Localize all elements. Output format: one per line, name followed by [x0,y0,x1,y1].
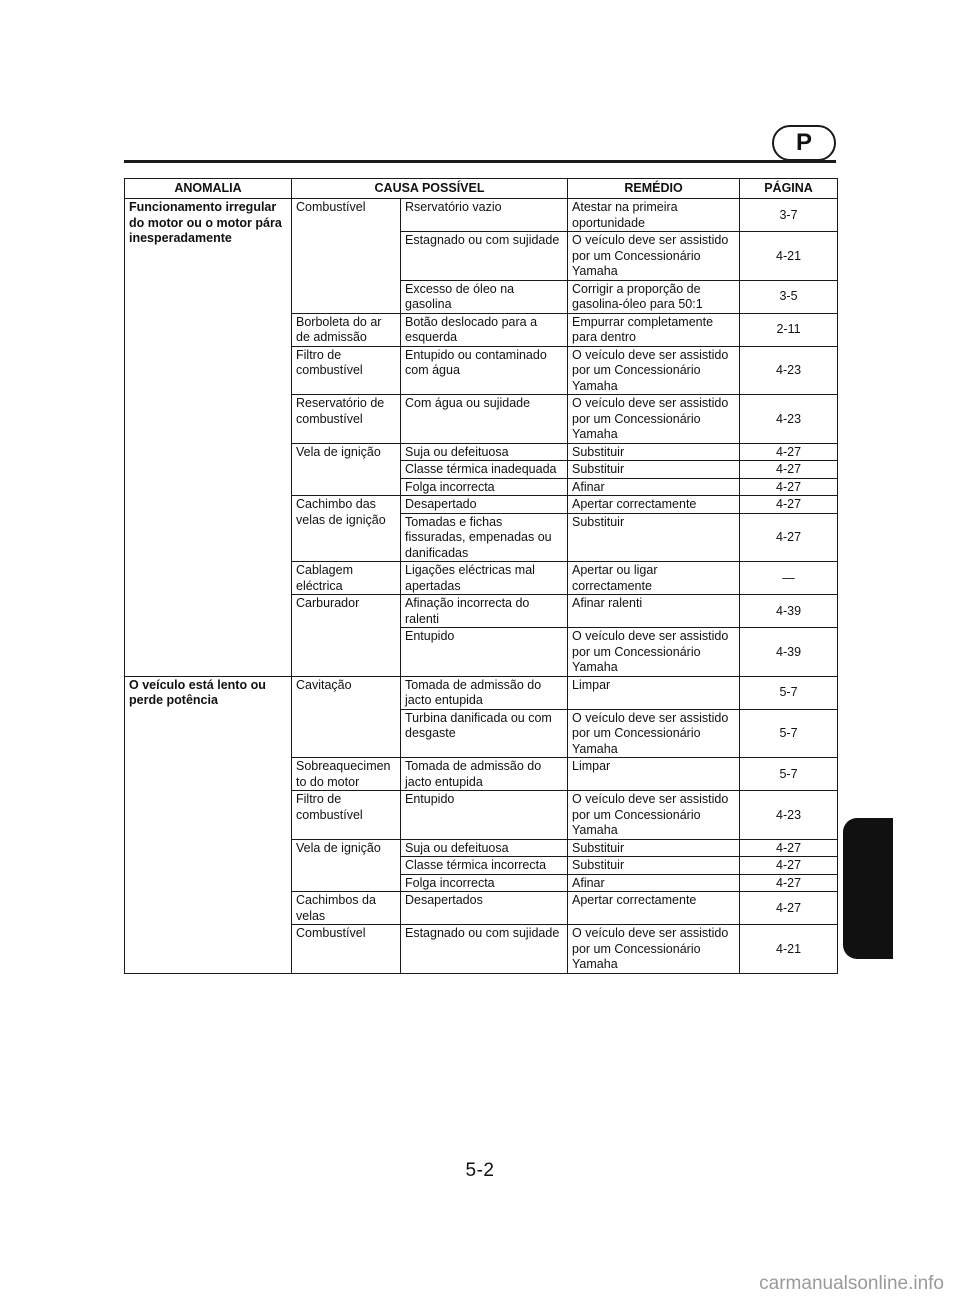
page-ref-cell: 4-27 [740,443,838,461]
header-rule [124,160,836,163]
remedy-cell: Substituir [568,443,740,461]
remedy-cell: Apertar correctamente [568,496,740,514]
cause-detail-cell: Folga incorrecta [401,874,568,892]
page-ref-cell: — [740,562,838,595]
cause-detail-cell: Suja ou defeituosa [401,443,568,461]
remedy-cell: Limpar [568,676,740,709]
cause-component-cell: Cachimbo das velas de ignição [292,496,401,562]
cause-component-cell: Vela de ignição [292,839,401,892]
page-ref-cell: 4-27 [740,461,838,479]
remedy-cell: Apertar ou ligar correctamente [568,562,740,595]
cause-component-cell: Vela de ignição [292,443,401,496]
cause-detail-cell: Excesso de óleo na gasolina [401,280,568,313]
page-ref-cell: 5-7 [740,709,838,758]
page-ref-cell: 4-27 [740,892,838,925]
page-ref-cell: 4-27 [740,478,838,496]
remedy-cell: Apertar correctamente [568,892,740,925]
header-cause: CAUSA POSSÍVEL [292,179,568,199]
cause-component-cell: Sobreaquecimen to do motor [292,758,401,791]
cause-detail-cell: Tomada de admissão do jacto entupida [401,758,568,791]
header-page: PÁGINA [740,179,838,199]
page-ref-cell: 4-23 [740,395,838,444]
page-ref-cell: 4-23 [740,346,838,395]
remedy-cell: O veículo deve ser assistido por um Concessionário Yamaha [568,925,740,974]
cause-component-cell: Filtro de combustível [292,346,401,395]
cause-detail-cell: Classe térmica inadequada [401,461,568,479]
page-ref-cell: 3-7 [740,199,838,232]
table-row [125,676,838,709]
cause-detail-cell: Entupido ou contaminado com água [401,346,568,395]
cause-detail-cell: Afinação incorrecta do ralenti [401,595,568,628]
cause-component-cell: Filtro de combustível [292,791,401,840]
remedy-cell: Afinar [568,874,740,892]
cause-component-cell: Borboleta do ar de admissão [292,313,401,346]
header-anomaly: ANOMALIA [125,179,292,199]
page-ref-cell: 4-27 [740,513,838,562]
cause-component-cell: Combustível [292,925,401,974]
cause-detail-cell: Estagnado ou com sujidade [401,925,568,974]
symptom-cell: Funcionamento irregular do motor ou o motor pára inesperadamente [125,199,292,677]
cause-detail-cell: Suja ou defeituosa [401,839,568,857]
page-ref-cell: 4-23 [740,791,838,840]
page-ref-cell: 5-7 [740,758,838,791]
cause-detail-cell: Com água ou sujidade [401,395,568,444]
remedy-cell: Substituir [568,461,740,479]
language-badge: P [772,125,836,161]
cause-detail-cell: Ligações eléctricas mal apertadas [401,562,568,595]
page-ref-cell: 4-21 [740,232,838,281]
cause-detail-cell: Botão deslocado para a esquerda [401,313,568,346]
cause-detail-cell: Entupido [401,628,568,677]
page-ref-cell: 4-39 [740,628,838,677]
cause-detail-cell: Turbina danificada ou com desgaste [401,709,568,758]
cause-component-cell: Cablagem eléctrica [292,562,401,595]
remedy-cell: O veículo deve ser assistido por um Concessionário Yamaha [568,346,740,395]
header-remedy: REMÉDIO [568,179,740,199]
remedy-cell: O veículo deve ser assistido por um Concessionário Yamaha [568,232,740,281]
table-body [125,199,838,974]
table-row [125,199,838,232]
cause-detail-cell: Rservatório vazio [401,199,568,232]
page-number: 5-2 [465,1160,495,1181]
cause-component-cell: Reservatório de combustível [292,395,401,444]
cause-component-cell: Cachimbos da velas [292,892,401,925]
page-ref-cell: 4-27 [740,857,838,875]
remedy-cell: O veículo deve ser assistido por um Concessionário Yamaha [568,709,740,758]
remedy-cell: O veículo deve ser assistido por um Concessionário Yamaha [568,791,740,840]
cause-detail-cell: Tomada de admissão do jacto entupida [401,676,568,709]
table-header-row [125,179,838,199]
remedy-cell: Corrigir a proporção de gasolina-óleo para 50:1 [568,280,740,313]
remedy-cell: Substituir [568,857,740,875]
cause-detail-cell: Tomadas e fichas fissuradas, empenadas ou danificadas [401,513,568,562]
remedy-cell: Substituir [568,839,740,857]
cause-component-cell: Cavitação [292,676,401,758]
cause-component-cell: Combustível [292,199,401,314]
remedy-cell: Empurrar completamente para dentro [568,313,740,346]
cause-detail-cell: Entupido [401,791,568,840]
remedy-cell: O veículo deve ser assistido por um Concessionário Yamaha [568,395,740,444]
symptom-cell: O veículo está lento ou perde potência [125,676,292,973]
cause-component-cell: Carburador [292,595,401,677]
page-ref-cell: 4-27 [740,874,838,892]
page-ref-cell: 5-7 [740,676,838,709]
remedy-cell: Limpar [568,758,740,791]
cause-detail-cell: Estagnado ou com sujidade [401,232,568,281]
cause-detail-cell: Folga incorrecta [401,478,568,496]
cause-detail-cell: Classe térmica incorrecta [401,857,568,875]
troubleshooting-table [124,178,838,974]
page-ref-cell: 4-27 [740,839,838,857]
cause-detail-cell: Desapertado [401,496,568,514]
remedy-cell: O veículo deve ser assistido por um Concessionário Yamaha [568,628,740,677]
remedy-cell: Afinar [568,478,740,496]
page-ref-cell: 4-39 [740,595,838,628]
watermark: carmanualsonline.info [759,1273,944,1294]
remedy-cell: Atestar na primeira oportunidade [568,199,740,232]
remedy-cell: Afinar ralenti [568,595,740,628]
remedy-cell: Substituir [568,513,740,562]
page-ref-cell: 3-5 [740,280,838,313]
chapter-side-tab [843,818,893,959]
page-ref-cell: 4-21 [740,925,838,974]
page-ref-cell: 2-11 [740,313,838,346]
cause-detail-cell: Desapertados [401,892,568,925]
page-ref-cell: 4-27 [740,496,838,514]
